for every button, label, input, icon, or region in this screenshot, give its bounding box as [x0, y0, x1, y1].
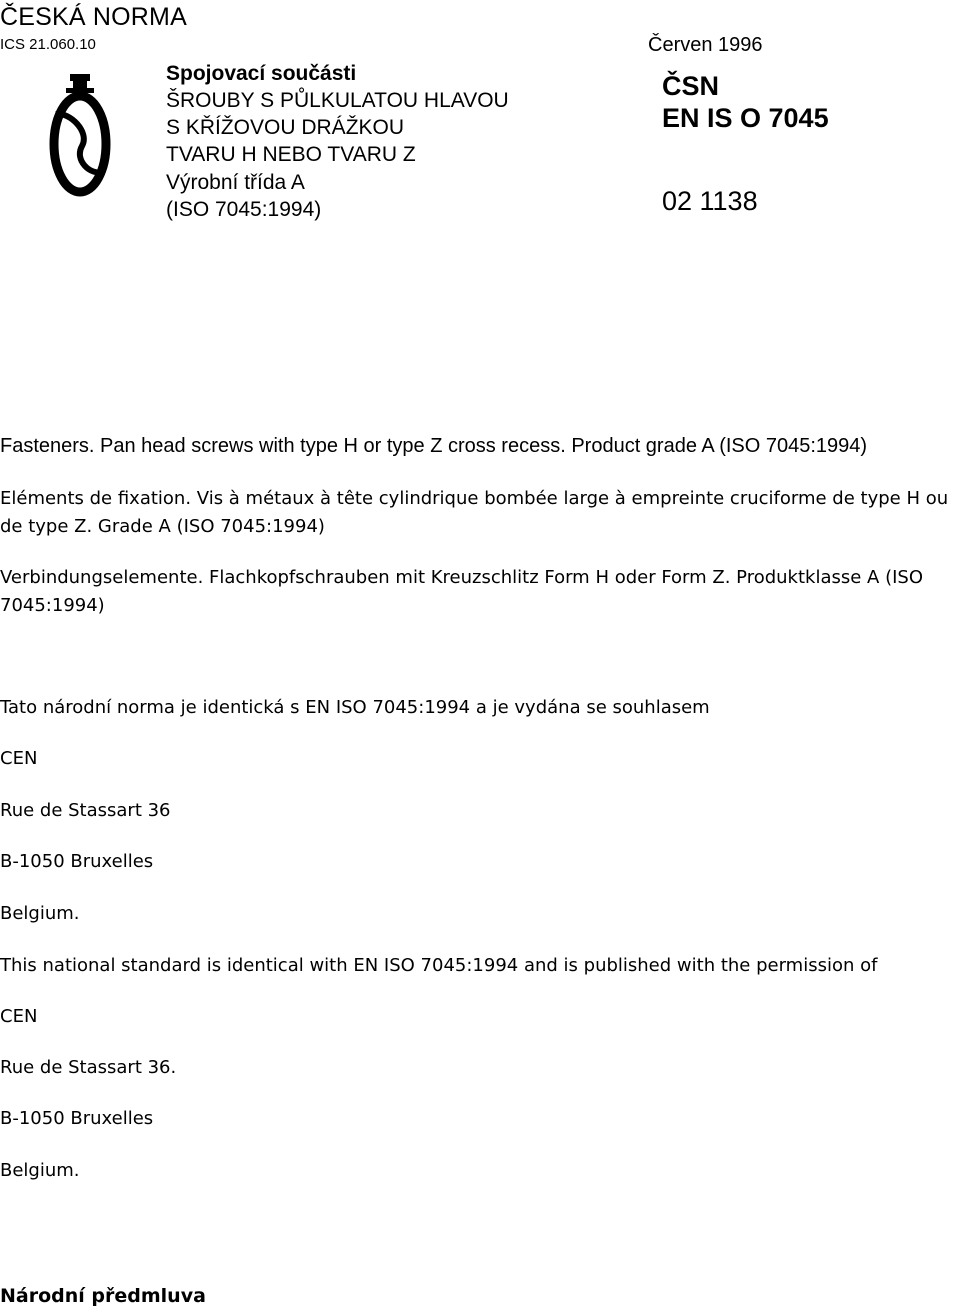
statement-line: Tato národní norma je identická s EN ISO 7045:1994 a je vydána se souhlasem: [0, 697, 710, 718]
title-line: Spojovací součásti: [166, 62, 357, 85]
title-line: S KŘÍŽOVOU DRÁŽKOU: [166, 116, 405, 139]
classification-number: 02 1138: [662, 186, 758, 216]
statement-line: Belgium.: [0, 1160, 80, 1181]
title-line: TVARU H NEBO TVARU Z: [166, 143, 416, 166]
title-line: (ISO 7045:1994): [166, 198, 322, 221]
ics-code: ICS 21.060.10: [0, 36, 96, 53]
national-standard-label: ČESKÁ NORMA: [0, 3, 187, 31]
statement-line: Rue de Stassart 36.: [0, 1057, 177, 1078]
title-german: Verbindungselemente. Flachkopfschrauben mit Kreuzschlitz Form H oder Form Z. Produktklasse A (ISO 7045:1994): [0, 567, 924, 616]
title-french: Eléments de fixation. Vis à métaux à tête cylindrique bombée large à empreinte cruciforme de type H ou de type Z. Grade A (ISO 7045:1994): [0, 488, 949, 537]
statement-line: B-1050 Bruxelles: [0, 1108, 154, 1129]
statement-line: This national standard is identical with EN ISO 7045:1994 and is published with the permission of: [0, 955, 878, 976]
csn-label: ČSN: [662, 71, 720, 101]
title-line: ŠROUBY S PŮLKULATOU HLAVOU: [166, 89, 509, 112]
statement-line: CEN: [0, 748, 38, 769]
title-english: Fasteners. Pan head screws with type H or type Z cross recess. Product grade A (ISO 7045:1994): [0, 435, 868, 457]
statement-line: Belgium.: [0, 903, 80, 924]
csn-logo-icon: [46, 72, 114, 200]
statement-line: Rue de Stassart 36: [0, 800, 171, 821]
foreword-heading: Národní předmluva: [0, 1285, 206, 1307]
statement-line: CEN: [0, 1006, 38, 1027]
publication-date: Červen 1996: [648, 34, 763, 56]
statement-line: B-1050 Bruxelles: [0, 851, 154, 872]
standard-code: EN IS O 7045: [662, 103, 829, 133]
title-line: Výrobní třída A: [166, 171, 305, 194]
